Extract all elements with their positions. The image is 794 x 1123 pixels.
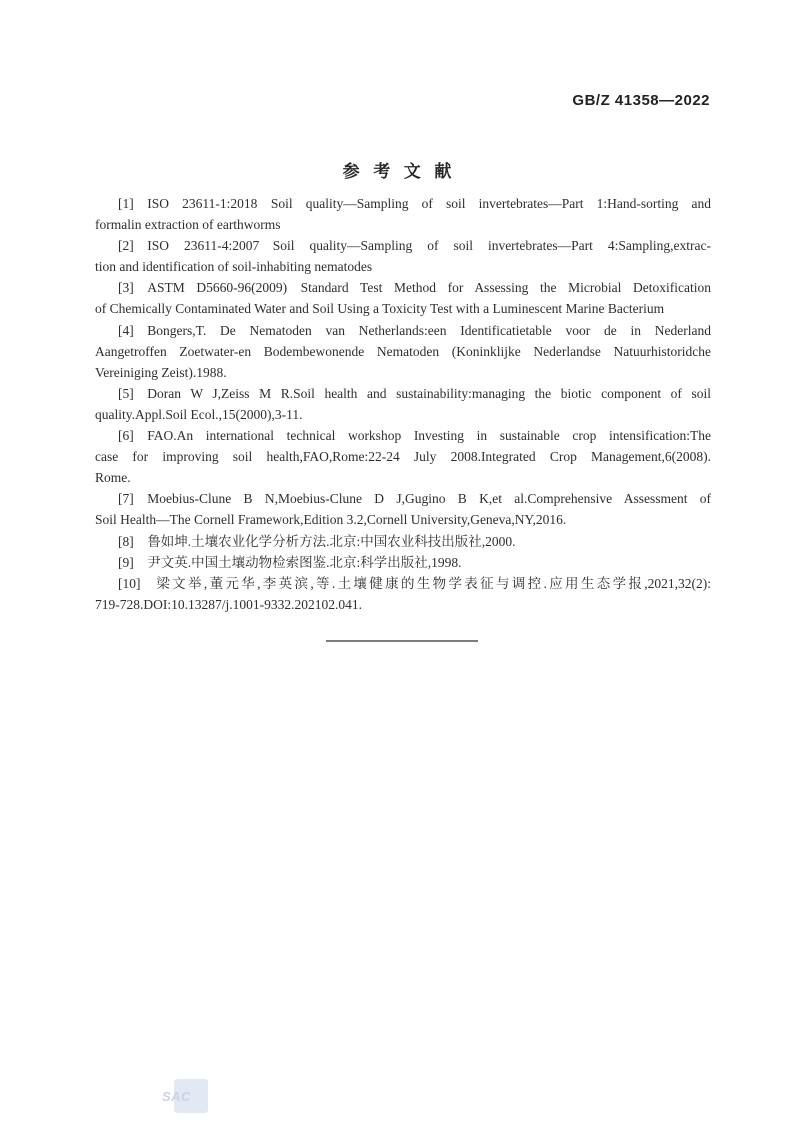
reference-line: [9] 尹文英.中国土壤动物检索图鉴.北京:科学出版社,1998. — [118, 554, 462, 570]
end-of-document-divider — [326, 640, 478, 642]
references-list — [95, 193, 711, 615]
reference-line: [6] FAO.An international technical workshop Investing in sustainable crop intensification:The — [118, 428, 711, 444]
reference-item — [95, 425, 711, 488]
reference-line: 719-728.DOI:10.13287/j.1001-9332.202102.041. — [95, 596, 362, 612]
reference-line: [4] Bongers,T. De Nematoden van Netherlands:een Identificatietable voor de in Nederland — [118, 322, 711, 338]
reference-item — [95, 193, 711, 235]
reference-line: [10] 梁文举,董元华,李英滨,等.土壤健康的生物学表征与调控.应用生态学报,2021,32(2): — [118, 575, 711, 591]
reference-line: formalin extraction of earthworms — [95, 217, 281, 233]
reference-line: tion and identification of soil-inhabiting nematodes — [95, 259, 373, 275]
reference-item — [95, 320, 711, 383]
reference-line: [7] Moebius-Clune B N,Moebius-Clune D J,Gugino B K,et al.Comprehensive Assessment of — [118, 491, 711, 507]
reference-line: case for improving soil health,FAO,Rome:22-24 July 2008.Integrated Crop Management,6(2008). — [95, 449, 711, 465]
page-title: 参考文献 — [342, 162, 465, 181]
reference-line: [5] Doran W J,Zeiss M R.Soil health and sustainability:managing the biotic component of soil — [118, 385, 711, 401]
sac-logo-watermark — [162, 1079, 208, 1117]
reference-item — [95, 488, 711, 530]
reference-item — [95, 573, 711, 615]
reference-line: Aangetroffen Zoetwater-en Bodembewonende Nematoden (Koninklijke Nederlandse Natuurhistoridche — [95, 343, 711, 359]
sac-logo-text: SAC — [162, 1089, 191, 1104]
reference-line: of Chemically Contaminated Water and Soil Using a Toxicity Test with a Luminescent Marine Bacterium — [95, 301, 665, 317]
reference-item — [95, 552, 711, 573]
reference-item — [95, 383, 711, 425]
reference-line: [1] ISO 23611-1:2018 Soil quality—Sampling of soil invertebrates—Part 1:Hand-sorting and — [118, 196, 711, 211]
reference-line: [3] ASTM D5660-96(2009) Standard Test Method for Assessing the Microbial Detoxification — [118, 280, 711, 296]
reference-item — [95, 235, 711, 277]
standard-number: GB/Z 41358—2022 — [572, 92, 710, 109]
reference-line: Rome. — [95, 470, 131, 486]
reference-line: Vereiniging Zeist).1988. — [95, 364, 227, 380]
reference-line: [2] ISO 23611-4:2007 Soil quality—Sampling of soil invertebrates—Part 4:Sampling,extrac- — [118, 238, 711, 254]
reference-line: [8] 鲁如坤.土壤农业化学分析方法.北京:中国农业科技出版社,2000. — [118, 533, 516, 549]
reference-item — [95, 531, 711, 552]
reference-item — [95, 277, 711, 319]
reference-line: quality.Appl.Soil Ecol.,15(2000),3-11. — [95, 406, 303, 422]
reference-line: Soil Health—The Cornell Framework,Edition 3.2,Cornell University,Geneva,NY,2016. — [95, 512, 567, 528]
